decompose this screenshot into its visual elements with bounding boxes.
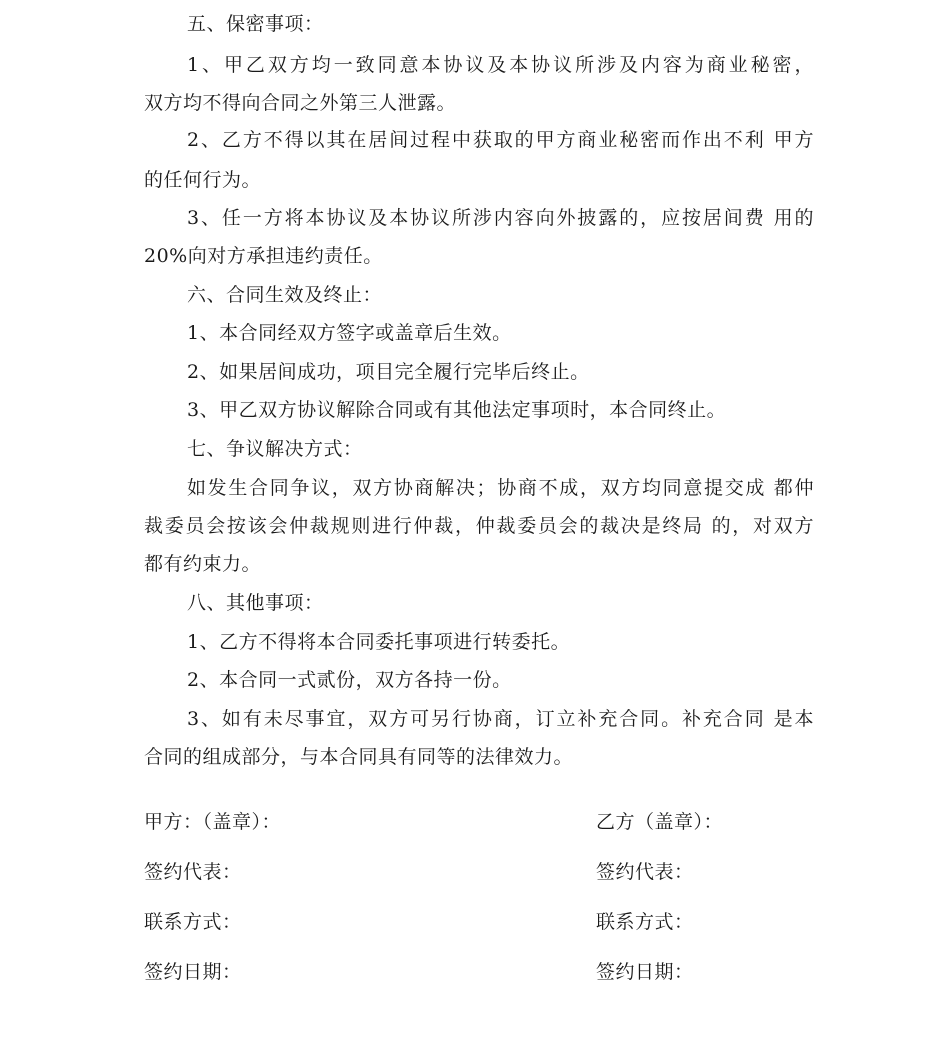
party-b-date-label: 签约日期： bbox=[596, 961, 694, 983]
paragraph-line: 裁委员会按该会仲裁规则进行仲裁，仲裁委员会的裁决是终局 的，对双方 bbox=[144, 515, 814, 537]
paragraph-line: 2、本合同一式贰份，双方各持一份。 bbox=[187, 669, 512, 691]
party-a-date-label: 签约日期： bbox=[144, 961, 242, 983]
party-a-contact-label: 联系方式： bbox=[144, 911, 242, 933]
section-heading-confidentiality: 五、保密事项： bbox=[187, 13, 324, 35]
paragraph-line: 如发生合同争议，双方协商解决；协商不成，双方均同意提交成 都仲 bbox=[187, 477, 814, 499]
section-heading-effect-termination: 六、合同生效及终止： bbox=[187, 284, 383, 306]
party-b-contact-label: 联系方式： bbox=[596, 911, 694, 933]
paragraph-line: 20%向对方承担违约责任。 bbox=[144, 245, 383, 267]
party-a-seal-label: 甲方：（盖章）： bbox=[144, 811, 282, 833]
paragraph-line: 1、乙方不得将本合同委托事项进行转委托。 bbox=[187, 631, 571, 653]
paragraph-line: 1、甲乙双方均一致同意本协议及本协议所涉及内容为商业秘密， bbox=[187, 54, 814, 76]
paragraph-line: 2、如果居间成功，项目完全履行完毕后终止。 bbox=[187, 361, 590, 383]
section-heading-dispute: 七、争议解决方式： bbox=[187, 438, 363, 460]
paragraph-line: 3、甲乙双方协议解除合同或有其他法定事项时，本合同终止。 bbox=[187, 399, 727, 421]
paragraph-line: 合同的组成部分，与本合同具有同等的法律效力。 bbox=[144, 746, 574, 768]
paragraph-line: 3、如有未尽事宜，双方可另行协商，订立补充合同。补充合同 是本 bbox=[187, 708, 814, 730]
section-heading-other: 八、其他事项： bbox=[187, 592, 324, 614]
paragraph-line: 都有约束力。 bbox=[144, 553, 262, 575]
party-b-seal-label: 乙方（盖章）： bbox=[596, 811, 724, 833]
paragraph-line: 2、乙方不得以其在居间过程中获取的甲方商业秘密而作出不利 甲方 bbox=[187, 129, 814, 151]
paragraph-line: 双方均不得向合同之外第三人泄露。 bbox=[144, 92, 457, 114]
paragraph-line: 3、任一方将本协议及本协议所涉内容向外披露的，应按居间费 用的 bbox=[187, 207, 814, 229]
party-a-representative-label: 签约代表： bbox=[144, 861, 242, 883]
party-b-representative-label: 签约代表： bbox=[596, 861, 694, 883]
paragraph-line: 的任何行为。 bbox=[144, 169, 262, 191]
paragraph-line: 1、本合同经双方签字或盖章后生效。 bbox=[187, 322, 512, 344]
